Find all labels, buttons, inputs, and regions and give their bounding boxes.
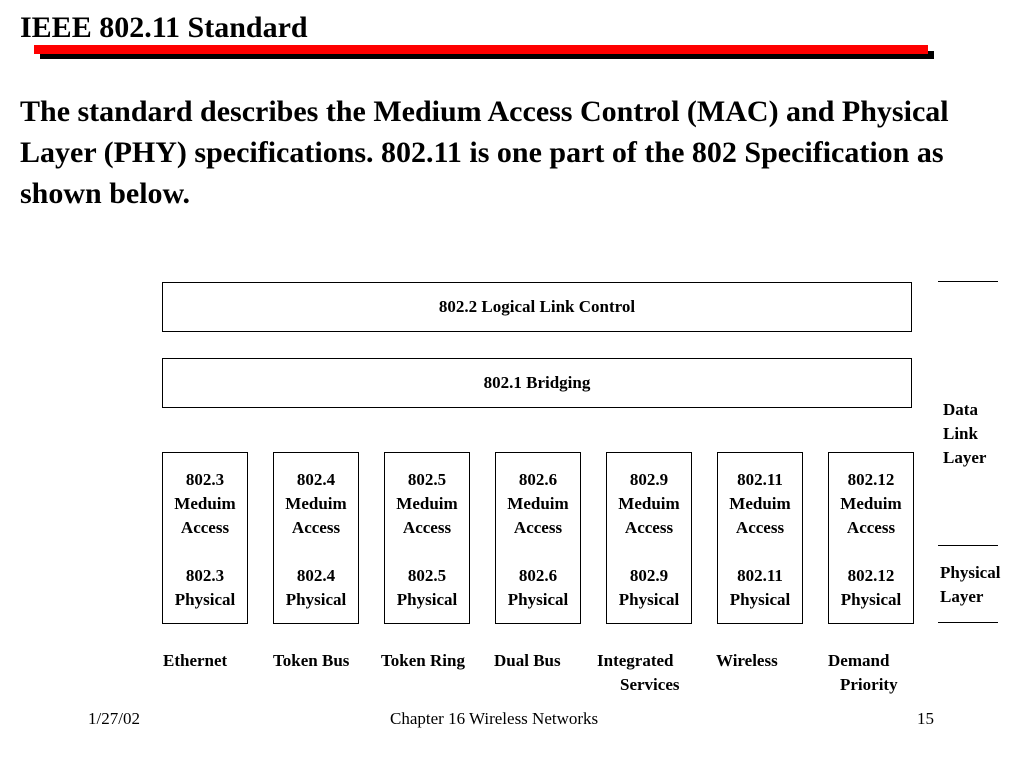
phy-number: 802.9: [629, 566, 669, 585]
footer-date: 1/27/02: [88, 709, 140, 728]
network-label-wireless: [716, 649, 778, 673]
data-link-layer-label: [943, 398, 986, 470]
data-link-line-3: Layer: [943, 448, 987, 467]
data-link-line-2: Link: [943, 424, 978, 443]
llc-box: [162, 282, 912, 332]
phy-label: Physical: [729, 590, 791, 609]
standard-box-802-5: [384, 452, 470, 624]
phy-label: Physical: [285, 590, 347, 609]
mac-number: 802.6: [518, 470, 558, 489]
mac-line-2: Access: [624, 518, 674, 537]
network-line-1: Token Ring: [381, 651, 465, 670]
network-line-2: Priority: [840, 675, 898, 694]
network-label-demand-priority: [828, 649, 898, 697]
mac-number: 802.9: [629, 470, 669, 489]
title-underline: [34, 45, 928, 54]
footer-page-number: 15: [917, 709, 934, 728]
phy-label: Physical: [174, 590, 236, 609]
mac-line-1: Meduim: [285, 494, 347, 513]
mac-line-2: Access: [402, 518, 452, 537]
mac-line-1: Meduim: [396, 494, 458, 513]
mac-number: 802.5: [407, 470, 447, 489]
physical-line-1: Physical: [940, 563, 1001, 582]
mac-line-1: Meduim: [174, 494, 236, 513]
bridging-label: 802.1 Bridging: [483, 373, 591, 392]
phy-label: Physical: [618, 590, 680, 609]
network-line-1: Token Bus: [273, 651, 350, 670]
phy-label: Physical: [507, 590, 569, 609]
phy-number: 802.12: [847, 566, 895, 585]
physical-layer-label: [940, 561, 1000, 609]
intro-paragraph: The standard describes the Medium Access Control (MAC) and Physical Layer (PHY) specifications. 802.11 is one part of the 802 Specification as shown below.: [20, 95, 949, 210]
standard-box-802-4: [273, 452, 359, 624]
standard-box-802-9: [606, 452, 692, 624]
phy-label: Physical: [396, 590, 458, 609]
llc-label: 802.2 Logical Link Control: [438, 297, 636, 316]
phy-number: 802.5: [407, 566, 447, 585]
data-link-line-1: Data: [943, 400, 978, 419]
mac-line-1: Meduim: [840, 494, 902, 513]
slide-title: IEEE 802.11 Standard: [20, 11, 308, 44]
phy-label: Physical: [840, 590, 902, 609]
layer-divider-line: [938, 545, 998, 546]
network-line-1: Wireless: [716, 651, 778, 670]
mac-line-2: Access: [846, 518, 896, 537]
network-label-dual-bus: [494, 649, 561, 673]
physical-bottom-line: [938, 622, 998, 623]
standard-box-802-11: [717, 452, 803, 624]
mac-line-1: Meduim: [507, 494, 569, 513]
mac-line-2: Access: [735, 518, 785, 537]
mac-number: 802.4: [296, 470, 336, 489]
standard-box-802-3: [162, 452, 248, 624]
network-line-2: Services: [620, 675, 680, 694]
phy-number: 802.3: [185, 566, 225, 585]
footer-chapter: Chapter 16 Wireless Networks: [390, 709, 599, 728]
bridging-box: [162, 358, 912, 408]
mac-line-2: Access: [291, 518, 341, 537]
phy-number: 802.4: [296, 566, 336, 585]
network-label-ethernet: [163, 649, 227, 673]
network-label-token-ring: [381, 649, 465, 673]
network-line-1: Ethernet: [163, 651, 228, 670]
standard-box-802-12: [828, 452, 914, 624]
mac-number: 802.3: [185, 470, 225, 489]
network-label-integrated-services: [597, 649, 679, 697]
network-line-1: Integrated: [597, 651, 674, 670]
mac-number: 802.12: [847, 470, 895, 489]
phy-number: 802.11: [737, 566, 783, 585]
network-label-token-bus: [273, 649, 349, 673]
mac-line-1: Meduim: [618, 494, 680, 513]
phy-number: 802.6: [518, 566, 558, 585]
mac-number: 802.11: [737, 470, 783, 489]
mac-line-2: Access: [513, 518, 563, 537]
physical-line-2: Layer: [940, 587, 984, 606]
data-link-top-line: [938, 281, 998, 282]
network-line-1: Demand: [828, 651, 890, 670]
standard-box-802-6: [495, 452, 581, 624]
mac-line-1: Meduim: [729, 494, 791, 513]
network-line-1: Dual Bus: [494, 651, 561, 670]
mac-line-2: Access: [180, 518, 230, 537]
